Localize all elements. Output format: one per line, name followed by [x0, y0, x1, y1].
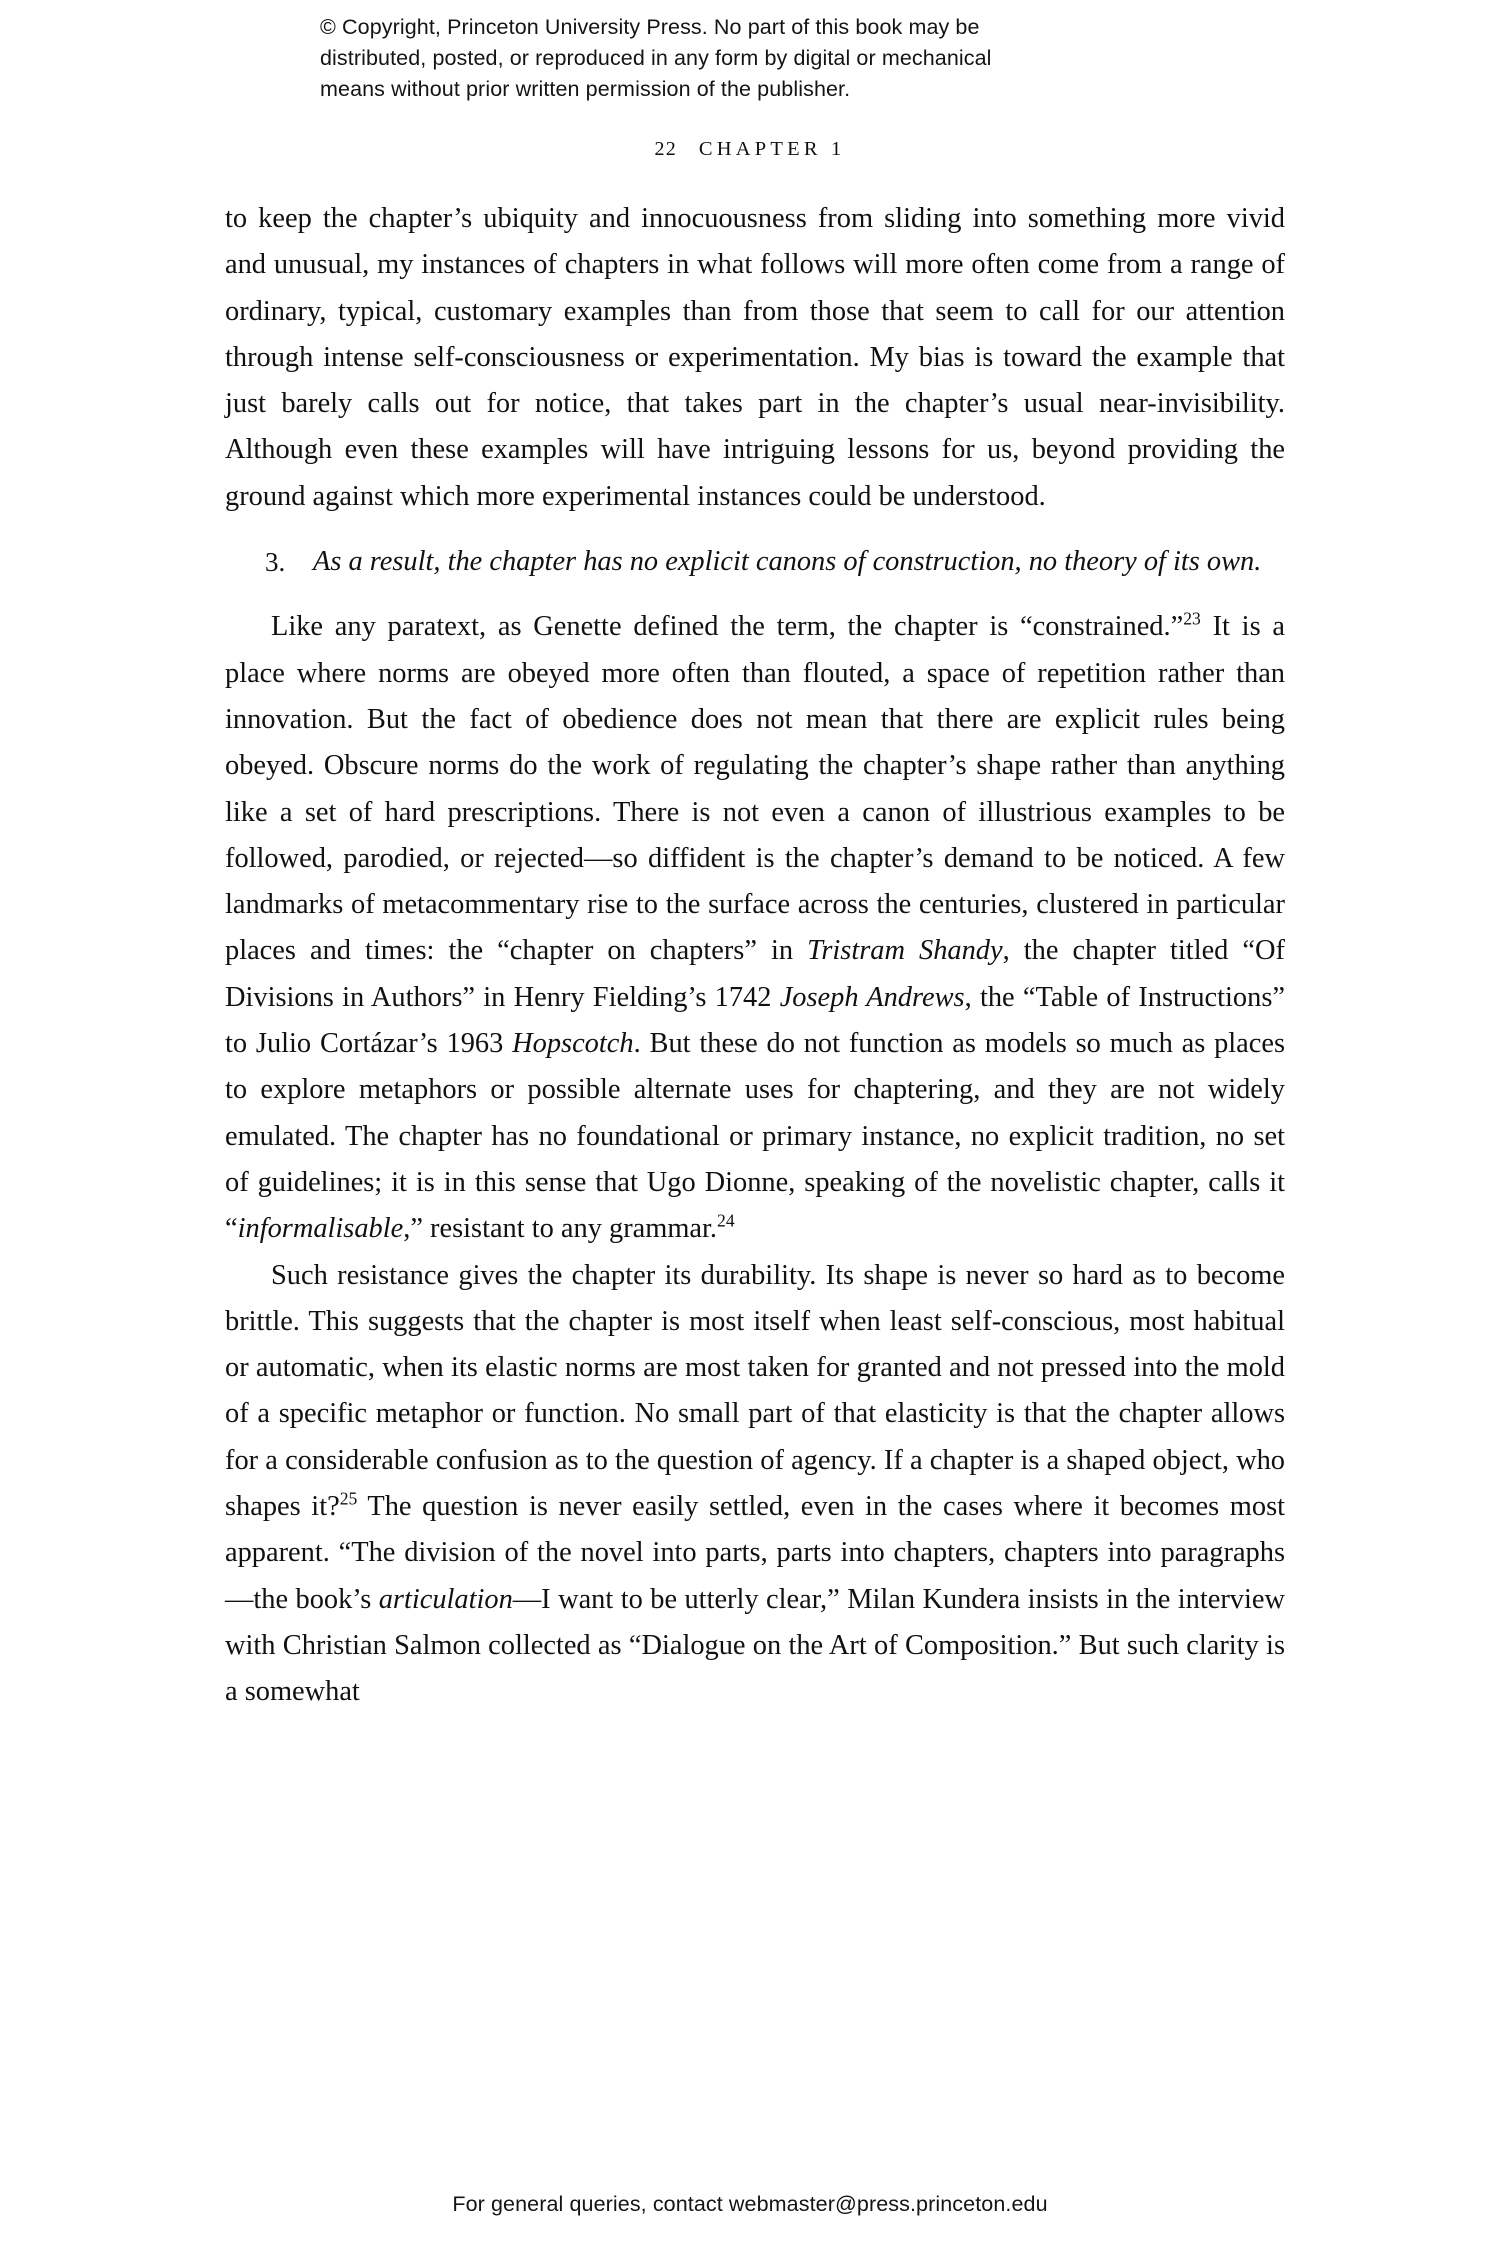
copyright-line-1: © Copyright, Princeton University Press. No part of this book may be: [320, 15, 980, 39]
text-segment: The question is never easily settled, even in the cases where it becomes most apparent. “The division of the novel into parts, parts into chapters, chapters into paragraphs—the book’s: [225, 1491, 1285, 1615]
term-informalisable: informalisable: [237, 1213, 404, 1245]
text-segment: , the “Table of Instructions” to Julio Cortázar’s: [225, 981, 1285, 1060]
footnote-marker-24: 24: [717, 1210, 735, 1231]
numbered-list: [265, 539, 1275, 585]
paragraph-resistance: [225, 1253, 1285, 1716]
book-title-hopscotch: Hopscotch: [512, 1028, 634, 1060]
text-segment: Like any paratext, as Genette defined the term, the chapter is “constrained.”: [271, 611, 1184, 643]
footnote-marker-25: 25: [339, 1488, 358, 1509]
text-segment: Such resistance gives the chapter its durability. Its shape is never so hard as to become brittle. This suggests that the chapter is most itself when least self-conscious, most habitual or automatic, when its elastic norms are most taken for granted and not pressed into the mold of a specific metaphor or function. No small part of that elasticity is that the chapter allows for a considerable confusion as to the question of agency. If a chapter is a shaped object, who shapes it?: [225, 1259, 1285, 1523]
copyright-line-2: distributed, posted, or reproduced in any form by digital or mechanical: [320, 46, 992, 70]
book-title-joseph-andrews: Joseph Andrews: [779, 981, 965, 1013]
text-segment: It is a place where norms are obeyed more often than flouted, a space of repetition rather than innovation. But the fact of obedience does not mean that there are explicit rules being obeyed. Obscure norms do the work of regulating the chapter’s shape rather than anything like a set of hard prescriptions. There is not even a canon of illustrious examples to be followed, parodied, or rejected—so diffident is the chapter’s demand to be noticed. A few landmarks of metacommentary rise to the surface across the centuries, clustered in particular places and times: the “chapter on chapters” in: [225, 611, 1285, 967]
text-segment: —I want to be utterly clear,” Milan Kundera insists in the interview with Christian Salmon collected as “Dialogue on the Art of Composition.” But such clarity is a somewhat: [225, 1583, 1285, 1708]
term-articulation: articulation: [378, 1583, 513, 1615]
text-segment: , the chapter titled “Of Divisions in Authors” in Henry Fielding’s: [225, 935, 1285, 1013]
list-item-text: As a result, the chapter has no explicit canons of construction, no theory of its own.: [313, 546, 1262, 578]
year-1742: 1742: [714, 981, 772, 1013]
footnote-marker-23: 23: [1183, 608, 1201, 629]
copyright-notice: [320, 12, 1180, 105]
paragraph-genette: [225, 604, 1285, 1252]
chapter-label: CHAPTER 1: [698, 138, 846, 160]
list-item-marker: 3.: [265, 547, 286, 578]
paragraph-continued: to keep the chapter’s ubiquity and innocuousness from sliding into something more vivid and unusual, my instances of chapters in what follows will more often come from a range of ordinary, typical, customary examples than from those that seem to call for our attention through intense self-consciousness or experimentation. My bias is toward the example that just barely calls out for notice, that takes part in the chapter’s usual near-invisibility. Although even these examples will have intriguing lessons for us, beyond providing the ground against which more experimental instances could be understood.: [225, 203, 1285, 512]
text-segment: . But these do not function as models so much as places to explore metaphors or possible alternate uses for chaptering, and they are not widely emulated. The chapter has no foundational or primary instance, no explicit tradition, no set of guidelines; it is in this sense that Ugo Dionne, speaking of the novelistic chapter, calls it “: [225, 1028, 1286, 1245]
running-head: [0, 138, 1500, 161]
book-title-tristram-shandy: Tristram Shandy: [807, 935, 1003, 967]
body-text: [225, 196, 1285, 1716]
footer-contact: For general queries, contact webmaster@press.princeton.edu: [452, 2192, 1048, 2216]
text-segment: [503, 1028, 512, 1059]
text-segment: [771, 982, 779, 1013]
copyright-line-3: means without prior written permission of the publisher.: [320, 77, 851, 101]
text-segment: ,” resistant to any grammar.: [403, 1213, 718, 1245]
list-item: [265, 539, 1275, 585]
year-1963: 1963: [446, 1028, 504, 1060]
page-number: 22: [654, 138, 677, 160]
